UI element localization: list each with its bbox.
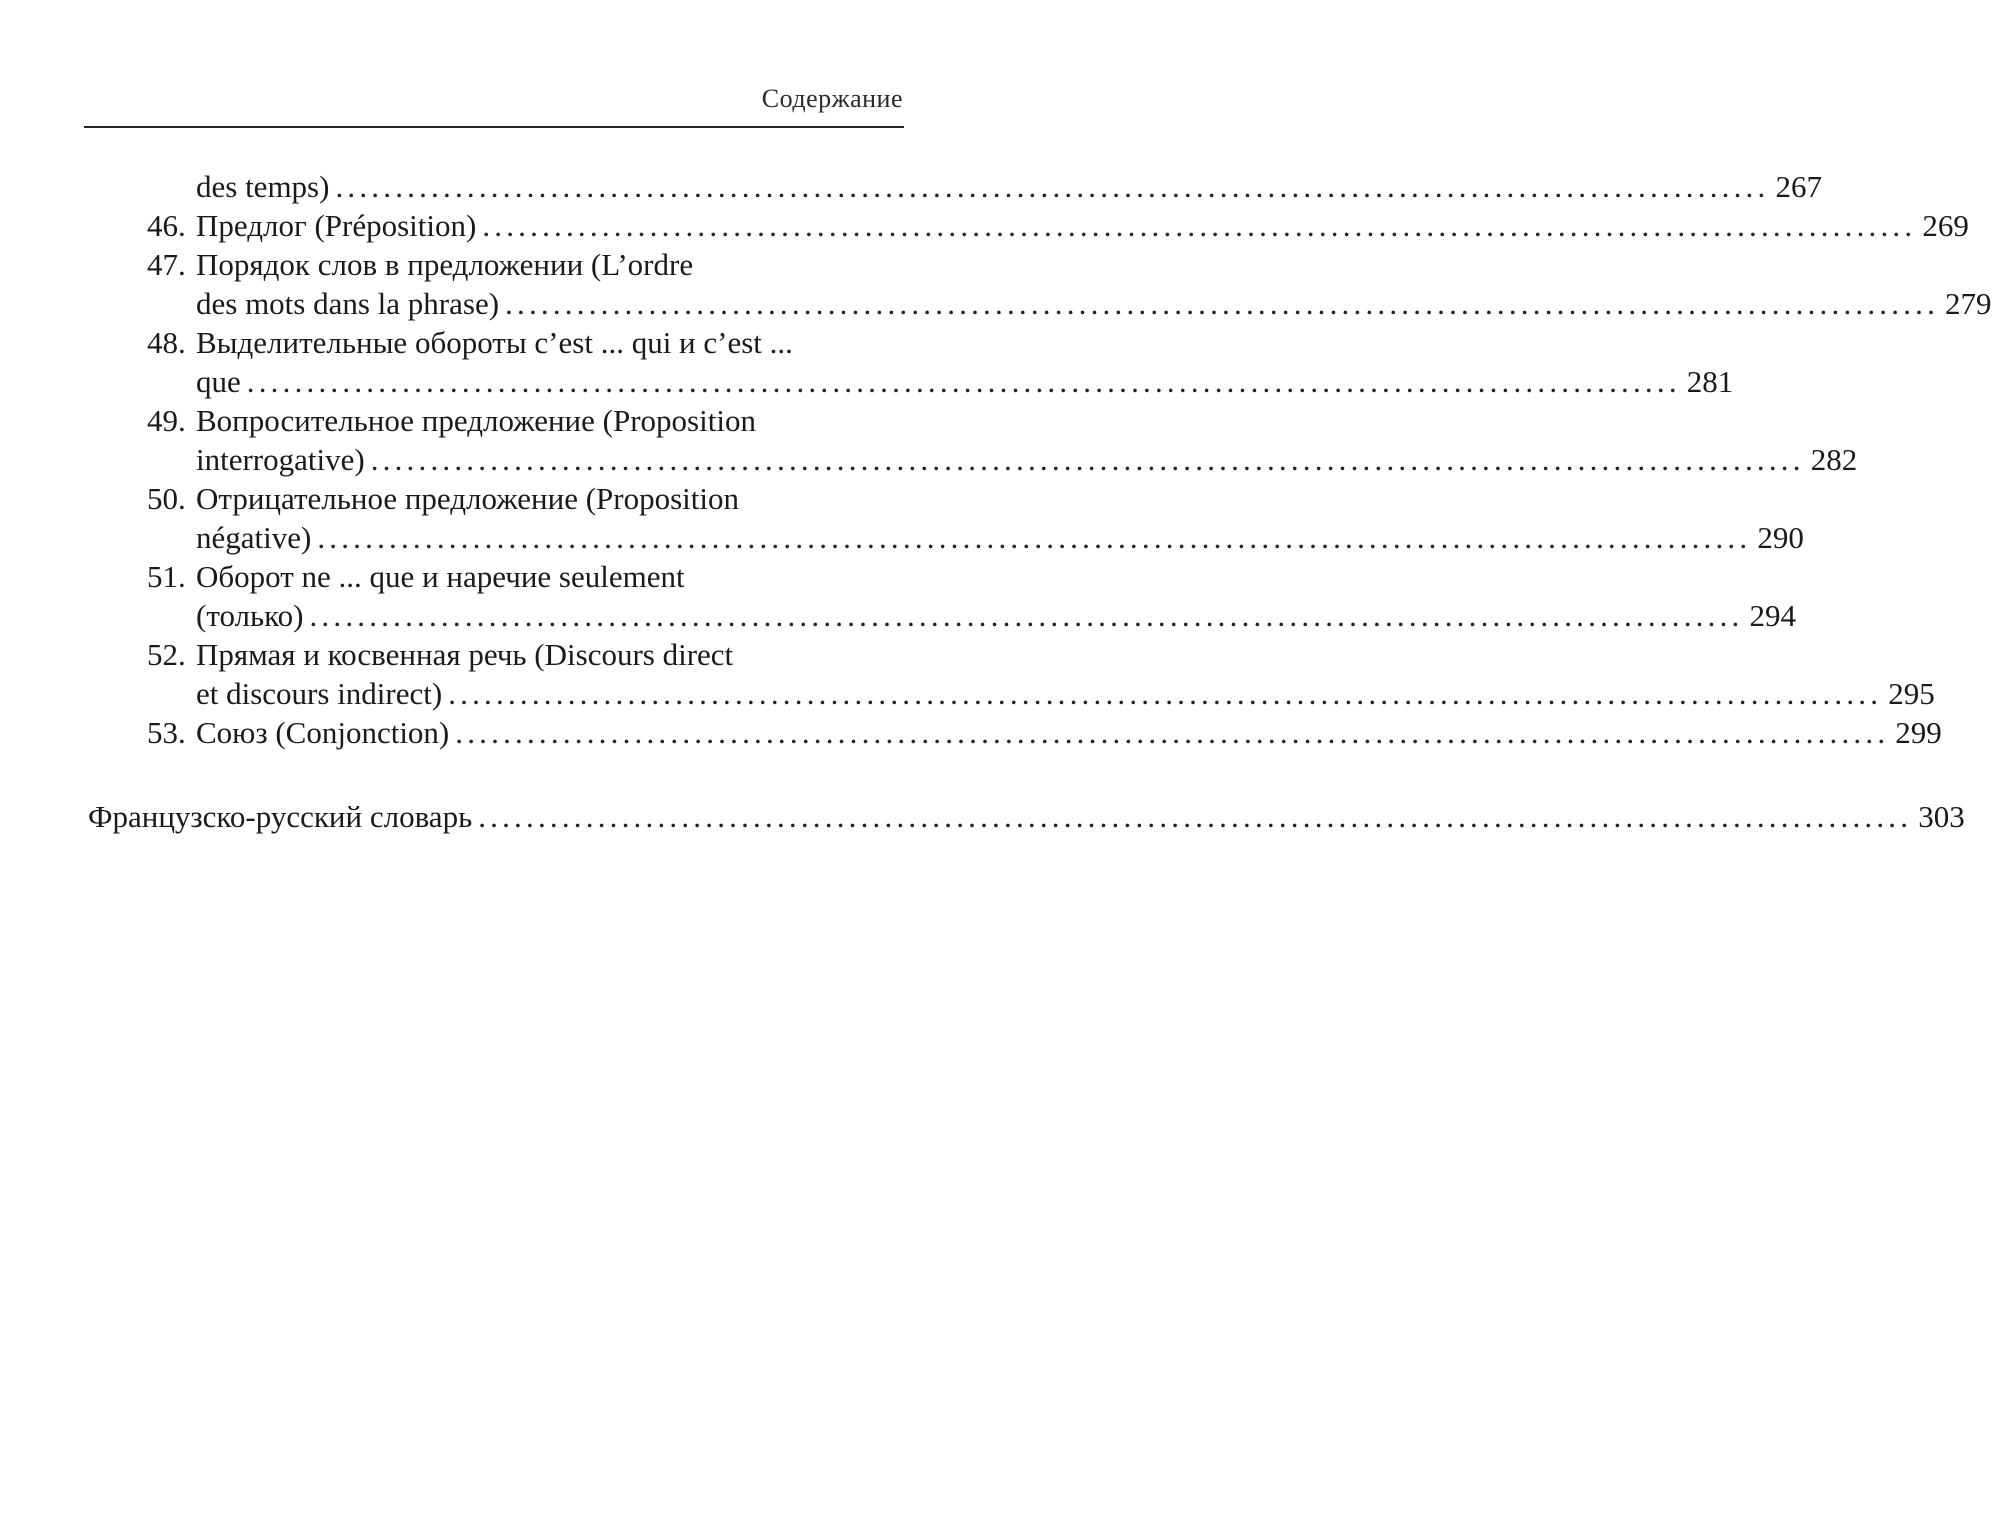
- toc-page-number: 295: [1888, 676, 1935, 711]
- dot-leader: ........................................................................................................................: [455, 715, 1890, 750]
- dot-leader: ........................................................................................................................: [309, 598, 1744, 633]
- toc-page-number: 303: [1918, 799, 1965, 834]
- toc-entry-title: Оборот ne ... que и наречие seulement: [196, 559, 685, 594]
- toc-entry-title: Французско-русский словарь: [88, 799, 473, 834]
- toc-entry-line: [147, 246, 694, 284]
- toc-entry-title: des mots dans la phrase): [196, 286, 500, 321]
- toc-page-number: 299: [1895, 715, 1942, 750]
- toc-entry-number: 46.: [147, 208, 186, 243]
- toc-page-number: 267: [1775, 169, 1822, 204]
- toc-entry-line: [147, 324, 793, 362]
- toc-entry-title: et discours indirect): [196, 676, 443, 711]
- toc-entry-title: Отрицательное предложение (Proposition: [196, 481, 739, 516]
- toc-entry-line: [196, 675, 1935, 713]
- toc-entry-line: [196, 285, 1992, 323]
- toc-entry-title: que: [196, 364, 241, 399]
- toc-entry-line: [196, 168, 1822, 206]
- toc-entry-title: Вопросительное предложение (Proposition: [196, 403, 756, 438]
- toc-entry-line: [196, 441, 1858, 479]
- dot-leader: ........................................................................................................................: [335, 169, 1770, 204]
- toc-entry-line: [196, 363, 1734, 401]
- toc-entry-title: négative): [196, 520, 312, 555]
- header-rule: [84, 126, 904, 128]
- toc-entry-line: [196, 519, 1804, 557]
- toc-entry-title: Выделительные обороты c’est ... qui и c’est ...: [196, 325, 793, 360]
- dot-leader: ........................................................................................................................: [478, 799, 1913, 834]
- toc-entry-line: [147, 480, 739, 518]
- toc-entry-title: Прямая и косвенная речь (Discours direct: [196, 637, 734, 672]
- toc-page-number: 290: [1757, 520, 1804, 555]
- toc-entry-title: Порядок слов в предложении (L’ordre: [196, 247, 694, 282]
- dot-leader: ........................................................................................................................: [246, 364, 1681, 399]
- dot-leader: ........................................................................................................................: [505, 286, 1940, 321]
- toc-page-number: 282: [1810, 442, 1858, 477]
- toc-entry-number: 50.: [147, 481, 186, 516]
- toc-entry-line: [147, 207, 1969, 245]
- toc-entry-number: 53.: [147, 715, 186, 750]
- toc-entry-line: [147, 402, 756, 440]
- dot-leader: ........................................................................................................................: [448, 676, 1883, 711]
- toc-entry-title: interrogative): [196, 442, 365, 477]
- toc-entry-line: [196, 597, 1796, 635]
- toc-entry-title: (только): [196, 598, 304, 633]
- toc-page-number: 294: [1749, 598, 1796, 633]
- toc-entry-line: [147, 714, 1942, 752]
- toc-entry-line: [147, 636, 734, 674]
- toc-entry-number: 52.: [147, 637, 186, 672]
- dot-leader: ........................................................................................................................: [370, 442, 1805, 477]
- toc-entry-line: [147, 558, 685, 596]
- toc-entry-title: des temps): [196, 169, 330, 204]
- toc-entry-title: Союз (Conjonction): [196, 715, 450, 750]
- toc-entry-number: 49.: [147, 403, 186, 438]
- toc-page-number: 279: [1945, 286, 1992, 321]
- toc-dictionary-line: [88, 798, 1965, 836]
- toc-entry-title: Предлог (Préposition): [196, 208, 477, 243]
- dot-leader: ........................................................................................................................: [317, 520, 1752, 555]
- toc-page-number: 269: [1922, 208, 1969, 243]
- running-header: Содержание: [761, 84, 903, 113]
- toc-entry-number: 48.: [147, 325, 186, 360]
- toc-entry-number: 47.: [147, 247, 186, 282]
- toc-entry-number: 51.: [147, 559, 186, 594]
- toc-page-number: 281: [1686, 364, 1734, 399]
- dot-leader: ........................................................................................................................: [482, 208, 1917, 243]
